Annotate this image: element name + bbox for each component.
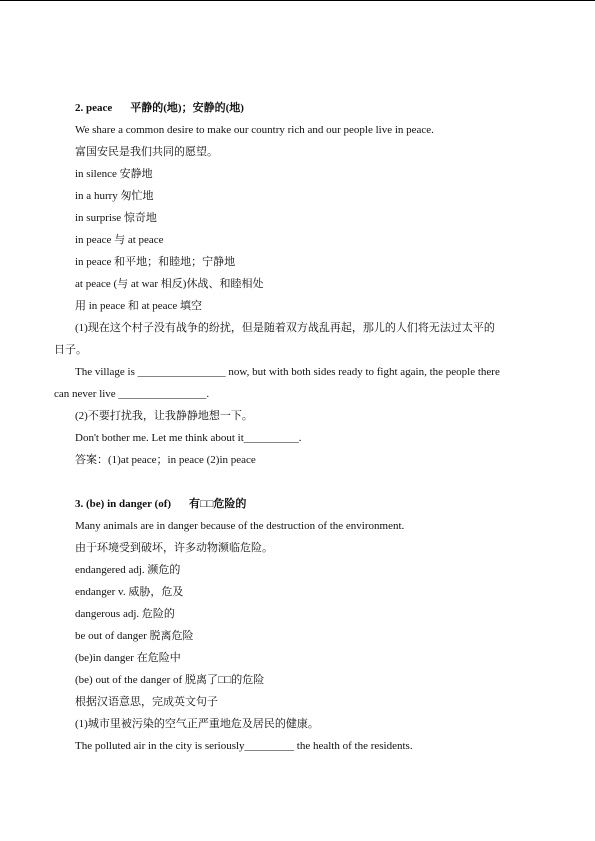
- section-2-q1-zh: (1)现在这个村子没有战争的纷扰，但是随着双方战乱再起，那儿的人们将无法过太平的: [75, 322, 495, 334]
- section-2-heading: [75, 101, 244, 115]
- section-2-gloss: 平静的(地)；安静的(地): [130, 102, 244, 114]
- section-2-example-en: We share a common desire to make our country rich and our people live in peace.: [75, 124, 434, 136]
- section-3-phrase: endangered adj. 濒危的: [75, 564, 181, 576]
- section-2-q1-zh-continued: 日子。: [54, 344, 87, 356]
- section-3-phrase: (be) out of the danger of 脱离了□□的危险: [75, 674, 265, 686]
- section-3-heading: [75, 497, 246, 511]
- section-3-gloss: 有□□危险的: [189, 498, 247, 510]
- section-2-phrase: in surprise 惊奇地: [75, 212, 157, 224]
- section-2-term: 2. peace: [75, 102, 113, 114]
- section-3-instruction: 根据汉语意思，完成英文句子: [75, 696, 218, 708]
- section-3-q1-zh: (1)城市里被污染的空气正严重地危及居民的健康。: [75, 718, 319, 730]
- section-2-q1-en-continued: can never live ________________.: [54, 388, 210, 400]
- section-2-answer: 答案：(1)at peace；in peace (2)in peace: [75, 454, 256, 466]
- section-2-phrase: at peace (与 at war 相反)休战、和睦相处: [75, 278, 264, 290]
- section-3-phrase: dangerous adj. 危险的: [75, 608, 175, 620]
- section-2-example-zh: 富国安民是我们共同的愿望。: [75, 146, 218, 158]
- section-2-q1-en: The village is ________________ now, but with both sides ready to fight again, the people there: [75, 366, 500, 378]
- section-2-q2-en: Don't bother me. Let me think about it__________.: [75, 432, 302, 444]
- section-3-phrase: (be)in danger 在危险中: [75, 652, 181, 664]
- section-3-phrase: endanger v. 威胁，危及: [75, 586, 184, 598]
- section-2-q2-zh: (2)不要打扰我，让我静静地想一下。: [75, 410, 253, 422]
- section-2-phrase: in peace 与 at peace: [75, 234, 164, 246]
- section-3-phrase: be out of danger 脱离危险: [75, 630, 194, 642]
- section-2-instruction: 用 in peace 和 at peace 填空: [75, 300, 203, 312]
- section-2-phrase: in silence 安静地: [75, 168, 153, 180]
- section-3-example-zh: 由于环境受到破坏，许多动物濒临危险。: [75, 542, 273, 554]
- section-2-phrase: in a hurry 匆忙地: [75, 190, 154, 202]
- section-3-example-en: Many animals are in danger because of the destruction of the environment.: [75, 520, 405, 532]
- section-3-term: 3. (be) in danger (of): [75, 498, 172, 510]
- section-2-phrase: in peace 和平地；和睦地；宁静地: [75, 256, 236, 268]
- section-3-q1-en: The polluted air in the city is seriously_________ the health of the residents.: [75, 740, 413, 752]
